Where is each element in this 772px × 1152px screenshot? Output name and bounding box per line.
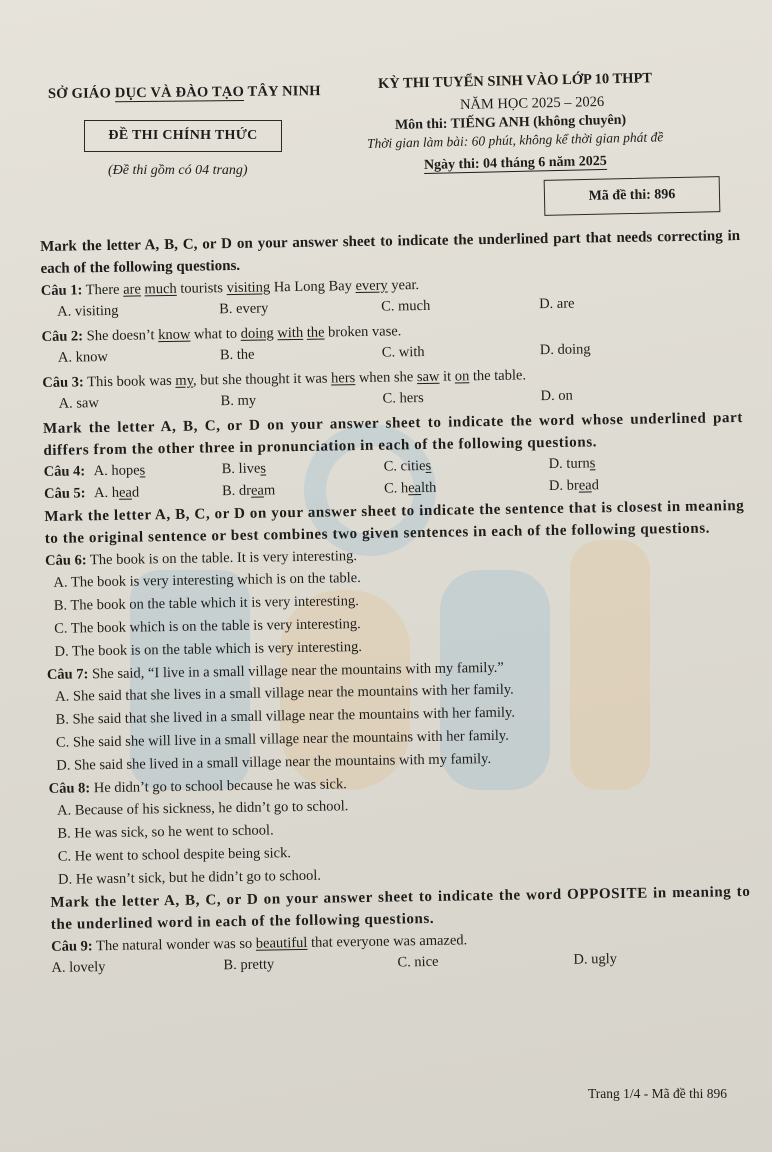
time-note: Thời gian làm bài: 60 phút, không kể thời gian phát đề — [366, 129, 664, 151]
option-a: A. saw — [58, 395, 100, 412]
question-7: Câu 7: She said, “I live in a small village near the mountains with my family.” — [46, 659, 504, 683]
option-a: A. hopes — [93, 462, 146, 480]
option-d: D. on — [540, 387, 573, 405]
question-2: Câu 2: She doesn’t know what to doing with the broken vase. — [41, 323, 402, 345]
question-3: Câu 3: This book was my, but she thought it was hers when she saw it on the table. — [42, 367, 527, 391]
option-c: C. He went to school despite being sick. — [57, 845, 292, 865]
option-c: C. cities — [383, 457, 432, 475]
option-b: B. dream — [221, 482, 276, 500]
question-5-number: Câu 5: — [43, 485, 86, 502]
question-9: Câu 9: The natural wonder was so beautiful that everyone was amazed. — [51, 932, 468, 955]
option-c: C. nice — [397, 953, 439, 971]
question-6: Câu 6: The book is on the table. It is very interesting. — [44, 548, 358, 569]
exam-date: Ngày thi: 04 tháng 6 năm 2025 — [423, 153, 607, 173]
option-a: A. head — [93, 484, 140, 502]
option-b: B. He was sick, so he went to school. — [57, 822, 274, 842]
option-c: C. health — [383, 479, 437, 497]
section-4-instruction: Mark the letter A, B, C, or D on your answer sheet to indicate the word OPPOSITE in meaning to the underlined word in each of the following questions. — [50, 883, 751, 933]
option-b: B. She said that she lived in a small village near the mountains with her family. — [55, 704, 516, 728]
pages-note: (Đề thi gồm có 04 trang) — [108, 163, 248, 178]
option-a: A. visiting — [57, 302, 119, 320]
option-c: C. She said she will live in a small village near the mountains with her family. — [55, 727, 509, 751]
option-a: A. Because of his sickness, he didn’t go to school. — [56, 798, 349, 819]
option-c: C. much — [381, 297, 431, 315]
department-name: SỞ GIÁO DỤC VÀ ĐÀO TẠO TÂY NINH — [47, 83, 321, 102]
section-1-instruction: Mark the letter A, B, C, or D on your answer sheet to indicate the underlined part that needs correcting in each of the following questions. — [40, 228, 741, 277]
section-2-instruction: Mark the letter A, B, C, or D on your answer sheet to indicate the word whose underlined part differs from the other three in pronunciation in each of the following questions. — [42, 409, 744, 459]
option-b: B. pretty — [223, 956, 275, 974]
question-1: Câu 1: There are much tourists visiting Ha Long Bay every year. — [40, 277, 420, 299]
option-a: A. The book is very interesting which is on the table. — [53, 570, 361, 591]
option-d: D. doing — [539, 341, 591, 359]
option-b: B. The book on the table which it is very interesting. — [53, 593, 359, 614]
option-c: C. hers — [382, 389, 424, 407]
question-8: Câu 8: He didn’t go to school because he was sick. — [48, 776, 347, 797]
option-d: D. turns — [548, 455, 596, 473]
option-b: B. every — [219, 300, 269, 318]
exam-title: KỲ THI TUYỂN SINH VÀO LỚP 10 THPT — [377, 70, 653, 92]
option-b: B. lives — [221, 460, 267, 478]
option-d: D. She said she lived in a small village near the mountains with my family. — [56, 750, 492, 774]
option-a: A. She said that she lives in a small village near the mountains with her family. — [55, 681, 514, 705]
page-footer: Trang 1/4 - Mã đề thi 896 — [588, 1086, 727, 1101]
option-d: D. ugly — [573, 951, 618, 968]
option-a: A. know — [57, 348, 108, 366]
option-d: D. are — [539, 295, 575, 313]
question-4-number: Câu 4: — [43, 463, 86, 480]
option-d: D. bread — [548, 477, 600, 495]
exam-code-box: Mã đề thi: 896 — [544, 176, 721, 216]
option-c: C. with — [381, 343, 425, 361]
option-a: A. lovely — [51, 959, 106, 976]
option-b: B. my — [220, 392, 257, 410]
option-b: B. the — [219, 346, 255, 364]
option-d: D. The book is on the table which is very interesting. — [54, 638, 363, 660]
official-exam-box: ĐỀ THI CHÍNH THỨC — [84, 120, 282, 152]
subject: Môn thi: TIẾNG ANH (không chuyên) — [394, 112, 627, 133]
option-d: D. He wasn’t sick, but he didn’t go to school. — [57, 867, 322, 888]
questions-area — [40, 225, 752, 982]
section-3-instruction: Mark the letter A, B, C, or D on your answer sheet to indicate the sentence that is closest in meaning to the original sentence or best combines two given sentences in each of the following questions. — [44, 497, 745, 547]
school-year: NĂM HỌC 2025 – 2026 — [459, 93, 605, 113]
option-c: C. The book which is on the table is very interesting. — [54, 616, 361, 637]
